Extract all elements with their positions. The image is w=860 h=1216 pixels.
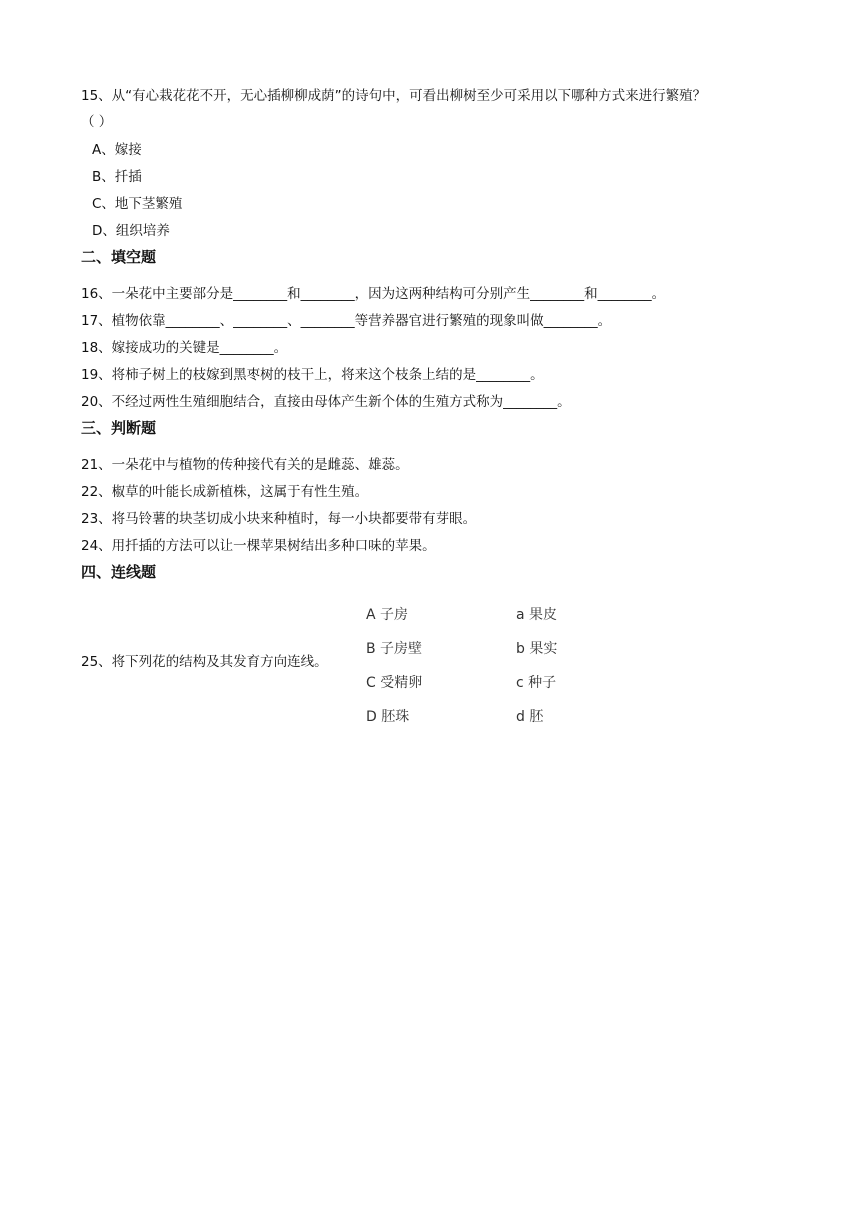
section-heading-matching: 四、连线题 (81, 563, 157, 581)
question-23: 23、将马铃薯的块茎切成小块来种植时，每一小块都要带有芽眼。 (81, 511, 477, 527)
question-17: 17、植物依靠________、________、________等营养器官进行繁殖的现象叫做________。 (81, 313, 612, 329)
match-right-item: a 果皮 (516, 607, 558, 623)
match-right-item: b 果实 (516, 641, 558, 657)
question-20: 20、不经过两性生殖细胞结合，直接由母体产生新个体的生殖方式称为________。 (81, 394, 571, 410)
option-c: C、地下茎繁殖 (92, 196, 183, 212)
option-a: A、嫁接 (92, 142, 142, 158)
question-15-stem: 15、从“有心栽花花不开，无心插柳柳成荫”的诗句中，可看出柳树至少可采用以下哪种方式来进行繁殖？ (81, 88, 707, 104)
question-18: 18、嫁接成功的关键是________。 (81, 340, 288, 356)
question-21: 21、一朵花中与植物的传种接代有关的是雌蕊、雄蕊。 (81, 457, 409, 473)
question-19: 19、将柿子树上的枝嫁到黑枣树的枝干上，将来这个枝条上结的是________。 (81, 367, 544, 383)
section-heading-fill-blank: 二、填空题 (81, 248, 157, 266)
match-right-item: c 种子 (516, 675, 557, 691)
match-left-item: D 胚珠 (366, 709, 410, 725)
question-16: 16、一朵花中主要部分是________和________，因为这两种结构可分别产生________和________。 (81, 286, 666, 302)
match-right-item: d 胚 (516, 709, 544, 725)
question-22: 22、椒草的叶能长成新植株，这属于有性生殖。 (81, 484, 369, 500)
question-24: 24、用扦插的方法可以让一棵苹果树结出多种口味的苹果。 (81, 538, 436, 554)
matching-right-column (516, 604, 557, 740)
section-heading-true-false: 三、判断题 (81, 419, 157, 437)
option-d: D、组织培养 (92, 223, 170, 239)
answer-parentheses: （ ） (81, 114, 113, 130)
matching-left-column (366, 604, 422, 740)
match-left-item: B 子房壁 (366, 641, 423, 657)
match-left-item: C 受精卵 (366, 675, 423, 691)
match-left-item: A 子房 (366, 607, 409, 623)
question-25: 25、将下列花的结构及其发育方向连线。 (81, 654, 328, 670)
option-b: B、扦插 (92, 169, 142, 185)
